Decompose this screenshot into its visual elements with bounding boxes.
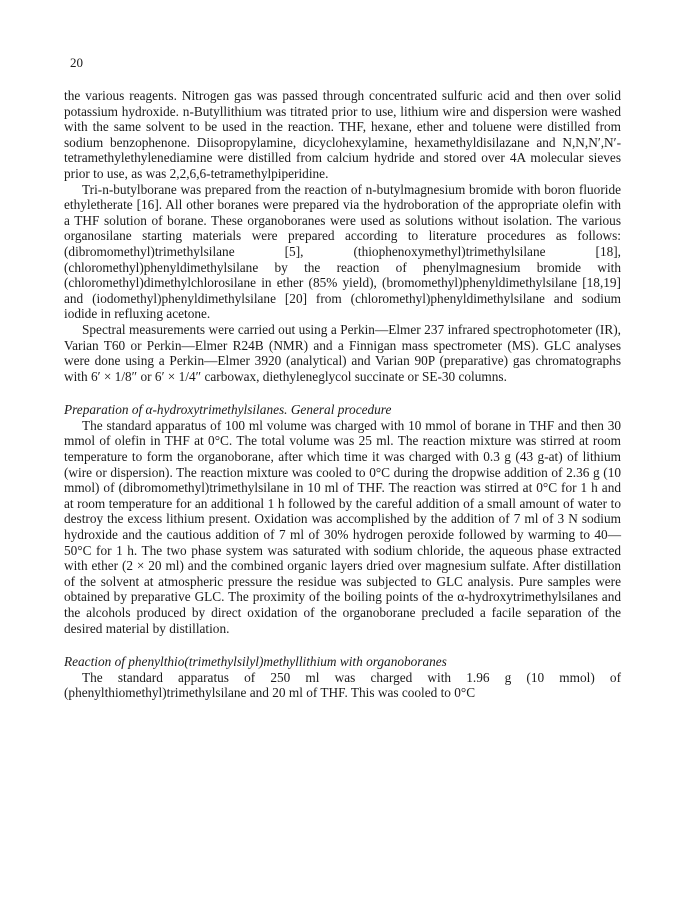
paragraph-general-procedure: The standard apparatus of 100 ml volume was charged with 10 mmol of borane in THF and then 30 mmol of olefin in THF at 0°C. The total volume was 25 ml. The reaction mixture was stirred at room temperature to form the organoborane, after which time it was charged with 0.3 g (43 g-at) of lithium (wire or dispersion). The reaction mixture was cooled to 0°C during the dropwise addition of 2.36 g (10 mmol) of (dibromomethyl)trimethylsilane in 10 ml of THF. The reaction was stirred at 0°C for 1 h and at room temperature for an additional 1 h followed by the careful addition of a small amount of water to destroy the excess lithium present. Oxidation was accomplished by the addition of 7 ml of 3 N sodium hydroxide and the cautious addition of 7 ml of 30% hydrogen peroxide followed by warming to 40—50°C for 1 h. The two phase system was saturated with sodium chloride, the aqueous phase extracted with ether (2 × 20 ml) and the combined organic layers dried over magnesium sulfate. After distillation of the solvent at atmospheric pressure the residue was subjected to GLC analysis. Pure samples were obtained by preparative GLC. The proximity of the boiling points of the α-hydroxytrimethylsilanes and the alcohols produced by direct oxidation of the organoborane precluded a facile separation of the desired material by distillation. xyxy=(64,417,621,636)
paragraph-boranes: Tri-n-butylborane was prepared from the reaction of n-butylmagnesium bromide with boron fluoride ethyletherate [16]. All other boranes were prepared via the hydroboration of the appropriate olefin with a THF solution of borane. These organoboranes were used as solutions without isolation. The various organosilane starting materials were prepared according to literature procedures as follows: (dibromomethyl)trimethylsilane [5], (thiophenoxymethyl)trimethylsilane [18], (chloromethyl)phenyldimethylsilane by the reaction of phenylmagnesium bromide with (chloromethyl)dimethylchlorosilane in ether (85% yield), (bromomethyl)phenyldimethylsilane [18,19] and (iodomethyl)phenyldimethylsilane [20] from (chloromethyl)phenyldimethylsilane and sodium iodide in refluxing acetone. xyxy=(64,181,621,322)
article-body xyxy=(64,88,621,701)
paragraph-spectral: Spectral measurements were carried out using a Perkin—Elmer 237 infrared spectrophotometer (IR), Varian T60 or Perkin—Elmer R24B (NMR) and a Finnigan mass spectrometer (MS). GLC analyses were done using a Perkin—Elmer 3920 (analytical) and Varian 90P (preparative) gas chromatographs with 6′ × 1/8″ or 6′ × 1/4″ carbowax, diethyleneglycol succinate or SE-30 columns. xyxy=(64,321,621,384)
paragraph-reagents: the various reagents. Nitrogen gas was passed through concentrated sulfuric acid and then over solid potassium hydroxide. n-Butyllithium was titrated prior to use, lithium wire and dispersion were washed with the same solvent to be used in the reaction. THF, hexane, ether and toluene were distilled from sodium benzophenone. Diisopropylamine, dicyclohexylamine, hexamethyldisilazane and N,N,N′,N′-tetramethylethylenediamine were distilled from calcium hydride and stored over 4A molecular sieves prior to use, as was 2,2,6,6-tetramethylpiperidine. xyxy=(64,88,621,181)
section-heading-phenylthio-reaction: Reaction of phenylthio(trimethylsilyl)methyllithium with organoboranes xyxy=(64,654,447,670)
section-heading-hydroxytrimethylsilanes: Preparation of α-hydroxytrimethylsilanes. General procedure xyxy=(64,402,392,418)
paragraph-standard-apparatus: The standard apparatus of 250 ml was charged with 1.96 g (10 mmol) of (phenylthiomethyl)trimethylsilane and 20 ml of THF. This was cooled to 0°C xyxy=(64,669,621,701)
page-number: 20 xyxy=(70,55,83,70)
